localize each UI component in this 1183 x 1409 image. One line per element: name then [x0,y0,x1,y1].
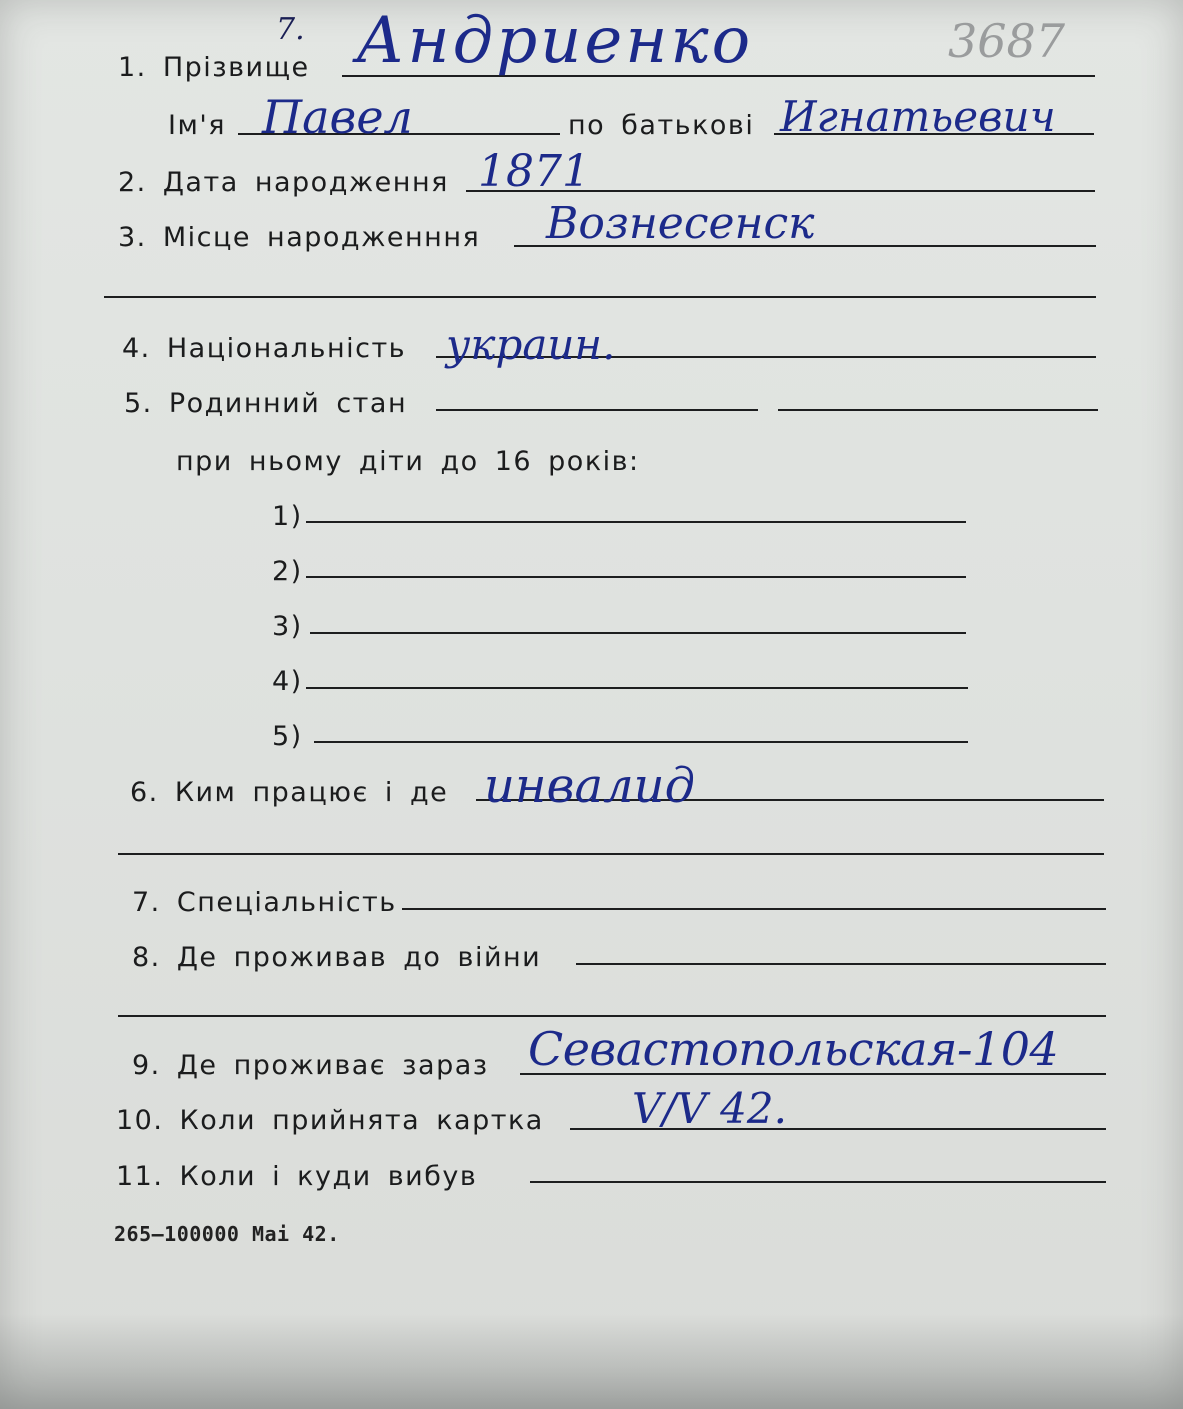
child-row-5-label: 5) [272,721,303,752]
child-row-2-line [306,576,966,578]
marital-line-1 [436,409,758,411]
child-row-3-line [310,632,966,634]
departed-label: 11. Коли і куди вибув [116,1161,478,1192]
surname-label: 1. Прізвище [118,52,310,83]
work-line-2 [118,853,1104,855]
work-label: 6. Ким працює і де [130,777,449,808]
accepted-value: V/V 42. [632,1084,787,1133]
archive-number: 3687 [948,14,1066,68]
child-row-4-line [306,687,968,689]
child-row-4-label: 4) [272,666,303,697]
current-value: Севастопольская-104 [528,1022,1059,1076]
birthdate-value: 1871 [478,146,590,197]
name-label: Ім'я [168,110,226,141]
birthdate-label: 2. Дата народження [118,167,449,198]
birthplace-line-2 [104,296,1096,298]
marital-line-2 [778,409,1098,411]
birthplace-label: 3. Місце народженння [118,222,481,253]
child-row-1-label: 1) [272,501,303,532]
child-row-2-label: 2) [272,556,303,587]
patronymic-value: Игнатьевич [780,92,1056,141]
prewar-line [576,963,1106,965]
prewar-label: 8. Де проживав до війни [132,942,542,973]
child-row-1-line [306,521,966,523]
child-row-5-line [314,741,968,743]
nationality-label: 4. Національність [122,333,407,364]
patronymic-label: по батькові [568,110,755,141]
nationality-value: украин. [446,320,616,369]
children-label: при ньому діти до 16 років: [176,446,640,477]
current-label: 9. Де проживає зараз [132,1050,489,1081]
specialty-label: 7. Спеціальність [132,887,397,918]
surname-value: Андриенко [356,4,754,78]
work-value: инвалид [484,758,695,814]
child-row-3-label: 3) [272,611,303,642]
index-mark: 7. [276,12,305,47]
specialty-line [402,908,1106,910]
name-value: Павел [262,90,413,144]
accepted-label: 10. Коли прийнята картка [116,1105,544,1136]
departed-line [530,1181,1106,1183]
marital-label: 5. Родинний стан [124,388,408,419]
print-code: 265—100000 Маі 42. [114,1222,340,1246]
birthplace-value: Вознесенск [546,198,815,249]
prewar-line-2 [118,1015,1106,1017]
